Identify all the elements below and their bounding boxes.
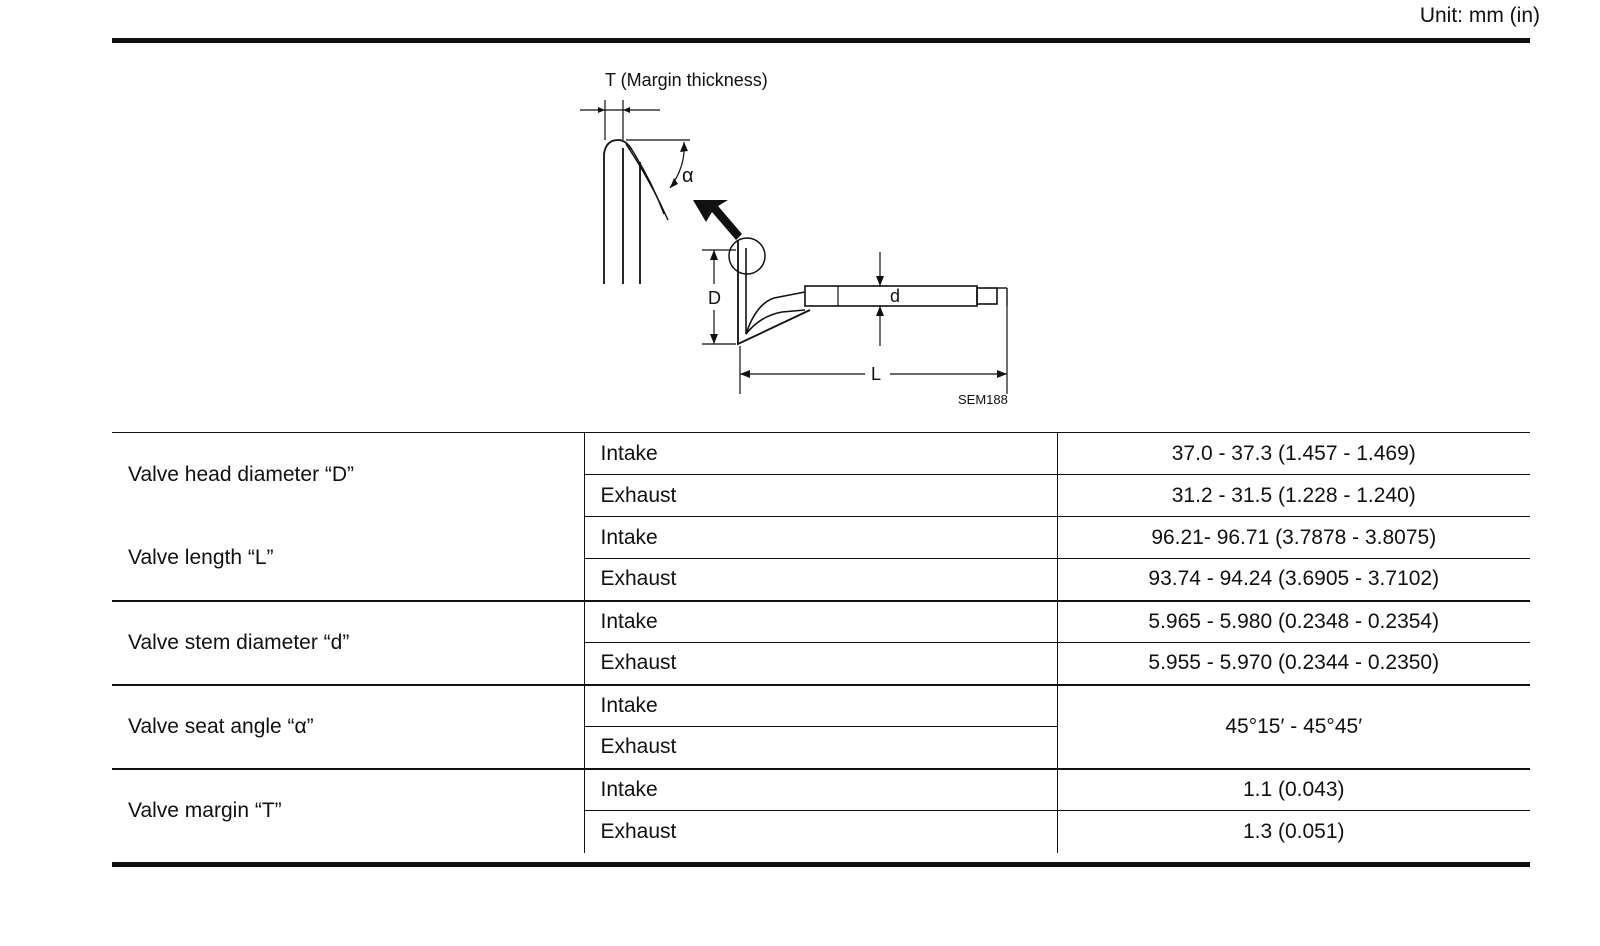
value-cell: 37.0 - 37.3 (1.457 - 1.469) <box>1057 433 1530 475</box>
head-diameter-label: D <box>708 288 721 308</box>
table-row <box>112 433 1530 475</box>
table-row <box>112 685 1530 727</box>
item-label: Valve stem diameter “d” <box>128 630 350 654</box>
valve-diagram-svg <box>560 62 1060 422</box>
margin-thickness-label: T (Margin thickness) <box>605 70 768 90</box>
d-arrow-bottom <box>710 334 718 344</box>
type-cell: Exhaust <box>584 559 1057 601</box>
value-cell: 45°15′ - 45°45′ <box>1057 685 1530 769</box>
alpha-arrow-bottom <box>670 178 678 188</box>
type-cell: Exhaust <box>584 475 1057 517</box>
table-row <box>112 769 1530 811</box>
item-label: Valve head diameter “D” <box>128 462 355 486</box>
valve-diagram <box>560 62 1060 422</box>
stem-d-arrow-bottom <box>876 306 884 316</box>
item-label: Valve margin “T” <box>128 799 282 822</box>
stem-d-arrow-top <box>876 276 884 286</box>
detail-pointer-arrow <box>693 200 742 240</box>
margin-arrow-right <box>623 107 630 113</box>
margin-arrow-left <box>598 107 605 113</box>
value-cell: 93.74 - 94.24 (3.6905 - 3.7102) <box>1057 559 1530 601</box>
value-cell: 1.1 (0.043) <box>1057 769 1530 811</box>
item-cell <box>112 517 584 601</box>
l-arrow-left <box>740 370 750 378</box>
table-row <box>112 601 1530 643</box>
alpha-label: α <box>682 165 694 187</box>
table-row <box>112 517 1530 559</box>
unit-label: Unit: mm (in) <box>1419 4 1540 27</box>
type-cell: Intake <box>584 433 1057 475</box>
item-cell <box>112 433 584 517</box>
length-label: L <box>871 364 882 384</box>
type-cell: Intake <box>584 685 1057 727</box>
valve-head-neck-top <box>746 248 805 334</box>
stem-diameter-label: d <box>890 286 901 306</box>
l-arrow-right <box>997 370 1007 378</box>
d-arrow-top <box>710 250 718 260</box>
bottom-rule <box>112 862 1530 867</box>
value-cell: 5.965 - 5.980 (0.2348 - 0.2354) <box>1057 601 1530 643</box>
item-cell <box>112 769 584 853</box>
top-rule <box>112 38 1530 43</box>
figure-code: SEM188 <box>958 392 1008 407</box>
type-cell: Exhaust <box>584 643 1057 685</box>
value-cell: 31.2 - 31.5 (1.228 - 1.240) <box>1057 475 1530 517</box>
detail-edge-outer <box>604 140 632 284</box>
type-cell: Intake <box>584 769 1057 811</box>
type-cell: Intake <box>584 601 1057 643</box>
value-cell: 5.955 - 5.970 (0.2344 - 0.2350) <box>1057 643 1530 685</box>
type-cell: Exhaust <box>584 811 1057 853</box>
alpha-arrow-top <box>680 142 688 152</box>
valve-stem-tip <box>977 288 997 304</box>
detail-circle <box>729 238 765 274</box>
item-label: Valve seat angle “α” <box>128 714 314 738</box>
item-cell <box>112 685 584 769</box>
item-cell <box>112 601 584 685</box>
type-cell: Exhaust <box>584 727 1057 769</box>
type-cell: Intake <box>584 517 1057 559</box>
item-label: Valve length “L” <box>128 546 274 569</box>
valve-spec-table <box>112 432 1530 853</box>
value-cell: 96.21- 96.71 (3.7878 - 3.8075) <box>1057 517 1530 559</box>
value-cell: 1.3 (0.051) <box>1057 811 1530 853</box>
